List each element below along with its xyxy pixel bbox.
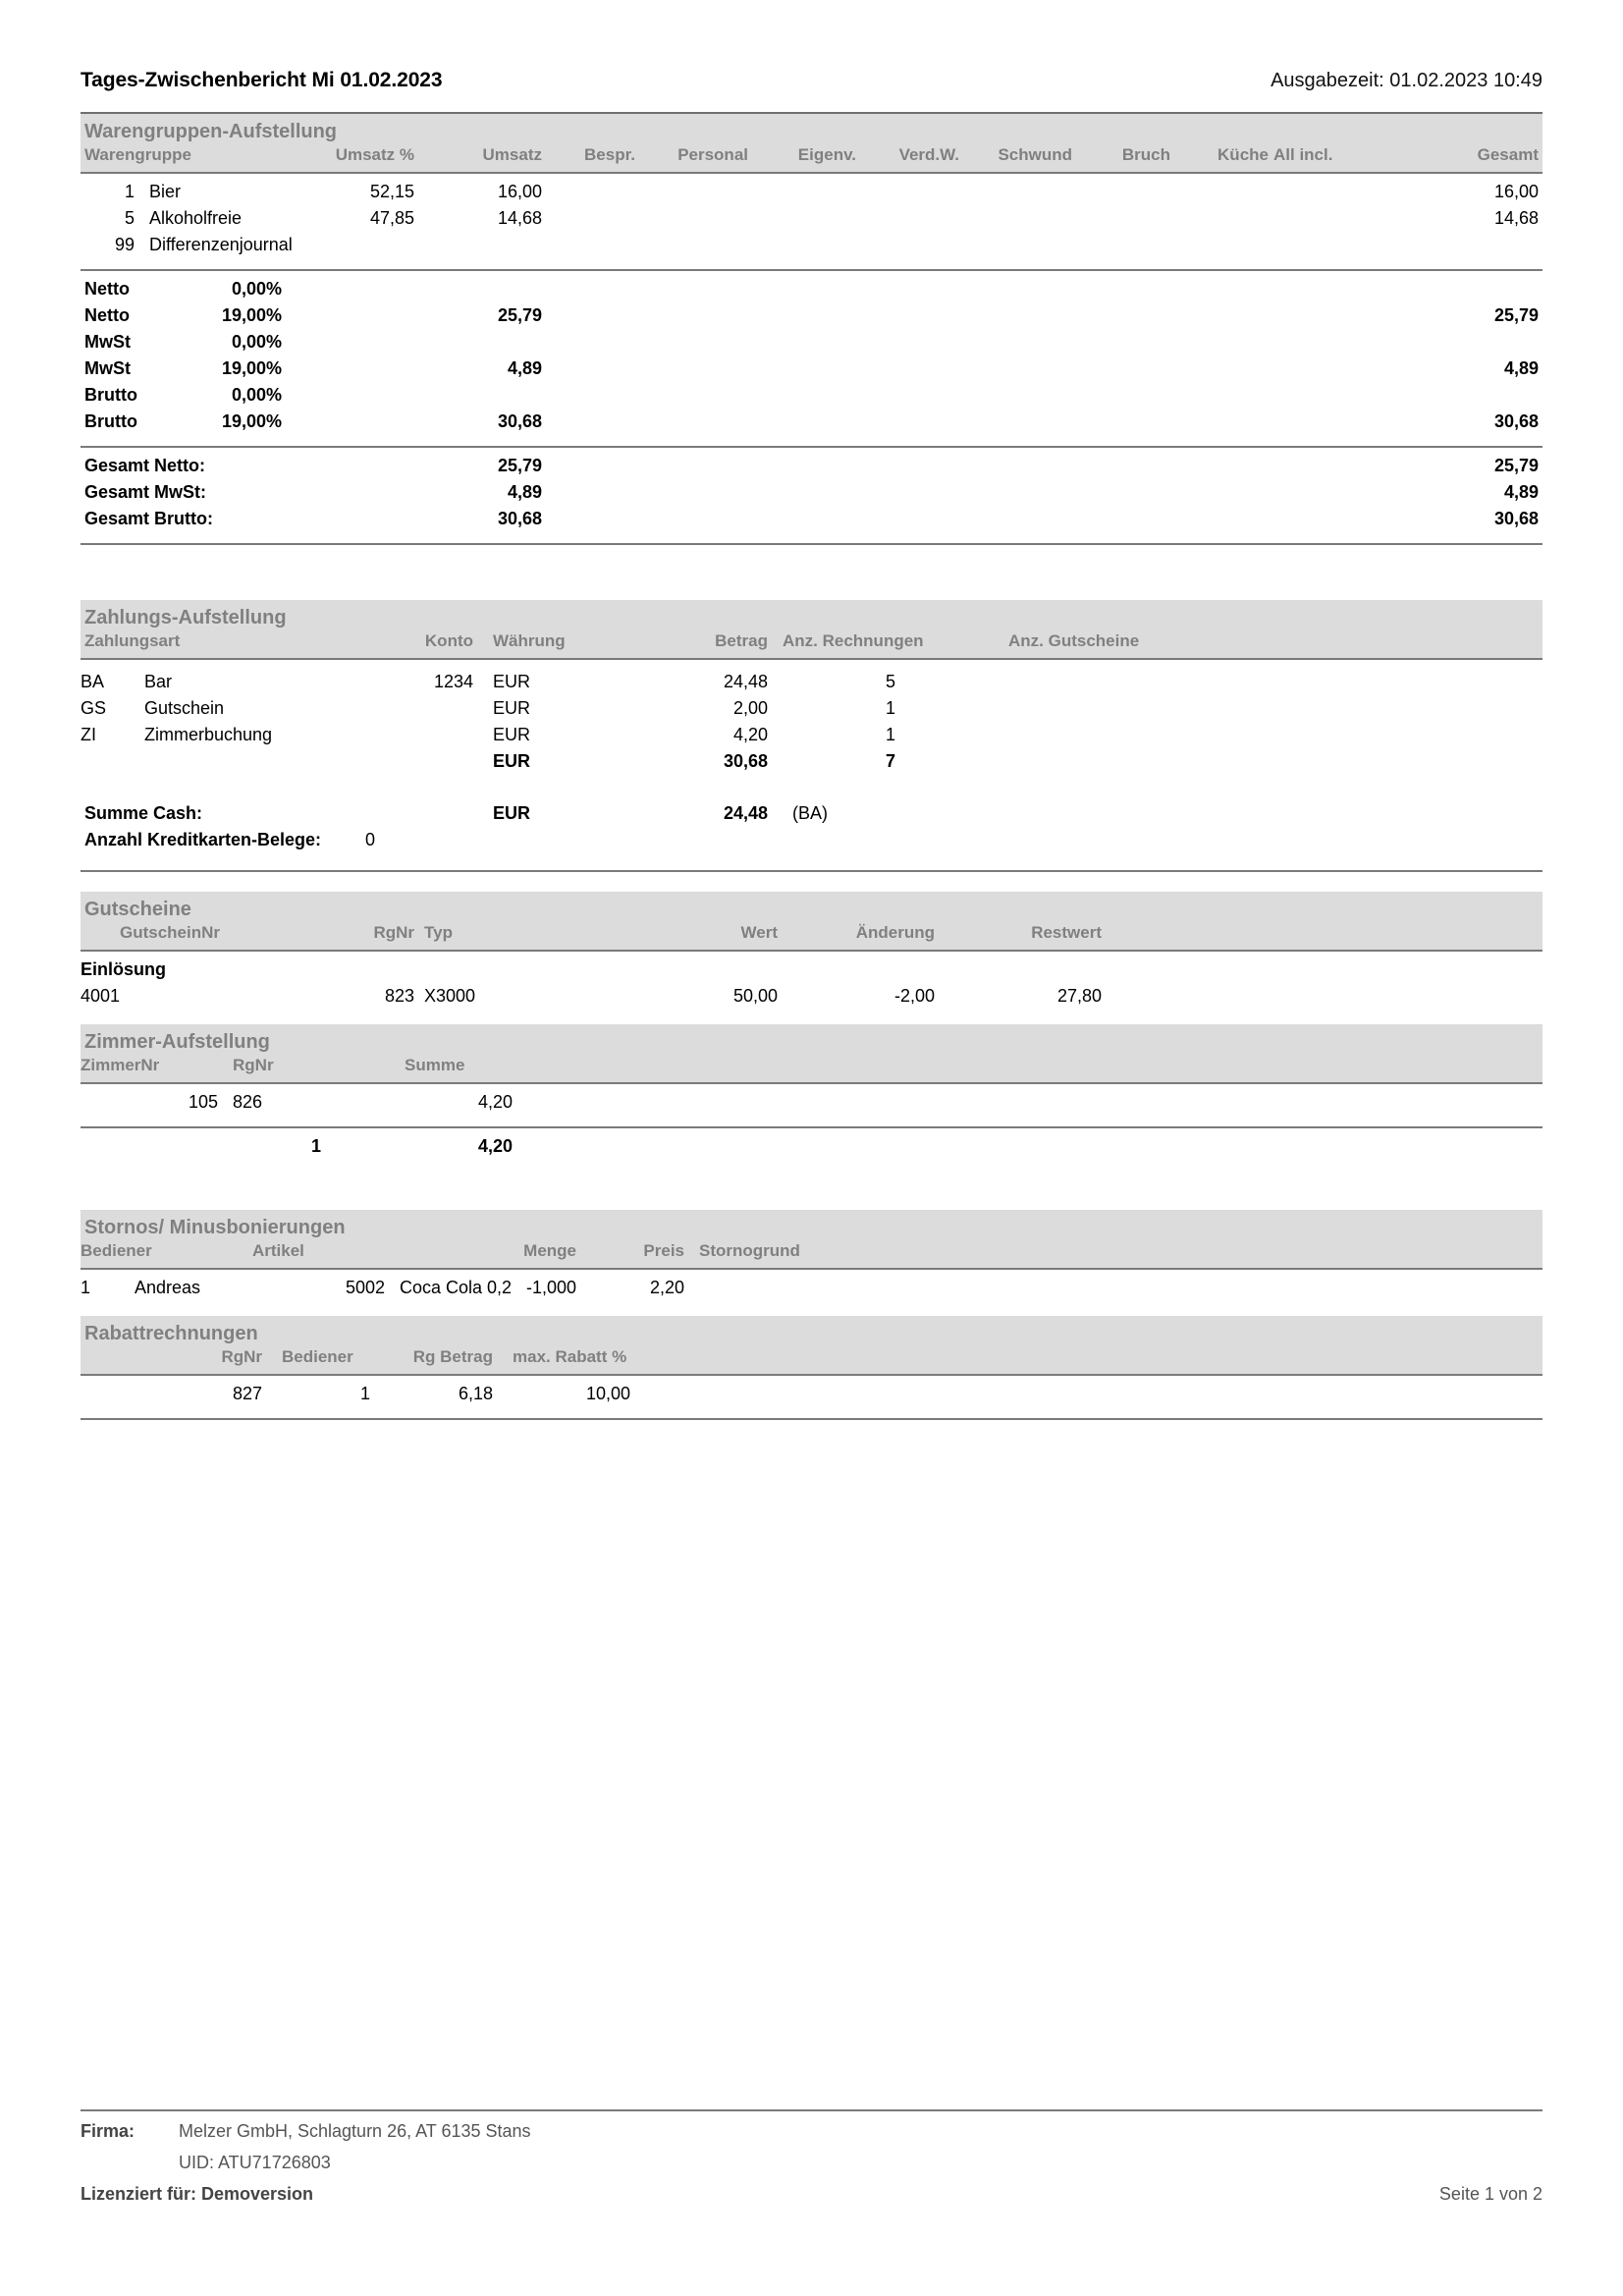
wg-umsatz: 14,68 (497, 208, 542, 228)
rb-rg-betrag: 6,18 (458, 1384, 493, 1403)
wg-gesamt: 14,68 (1493, 208, 1539, 228)
st-bediener-name: Andreas (135, 1278, 201, 1297)
zi-total-summe: 4,20 (477, 1136, 513, 1156)
tax-umsatz: 4,89 (507, 358, 542, 378)
zimmer-column-headers (81, 1055, 1542, 1078)
wg-nr: 1 (124, 182, 135, 201)
zahl-waehrung: EUR (493, 672, 531, 691)
wg-name: Alkoholfreie (149, 208, 243, 228)
summe-cash-label: Summe Cash: (84, 803, 203, 823)
table-row (81, 672, 1542, 698)
col-bespr: Bespr. (584, 145, 635, 164)
output-time: Ausgabezeit: 01.02.2023 10:49 (1271, 70, 1542, 91)
firma-label: Firma: (81, 2121, 135, 2141)
tax-label: MwSt (84, 358, 131, 378)
gutscheine-group-label-row (81, 959, 1542, 986)
col-wert: Wert (740, 923, 778, 942)
footer-divider (81, 2109, 1542, 2111)
zahl-total-anz-rechnungen: 7 (885, 751, 895, 771)
lizenz-label: Lizenziert für: Demoversion (81, 2184, 314, 2204)
col-warengruppe: Warengruppe (84, 145, 191, 164)
zahl-betrag: 24,48 (723, 672, 768, 691)
zahl-name: Bar (144, 672, 173, 691)
table-row (81, 235, 1542, 261)
stornos-section-title: Stornos/ Minusbonierungen (84, 1217, 346, 1238)
warengruppen-totals (81, 448, 1542, 543)
tax-pct: 0,00% (231, 332, 282, 352)
table-row (81, 986, 1542, 1012)
page-title: Tages-Zwischenbericht Mi 01.02.2023 (81, 69, 443, 91)
col-artikel: Artikel (252, 1241, 304, 1260)
tax-pct: 0,00% (231, 279, 282, 299)
zahlungen-section-title: Zahlungs-Aufstellung (84, 607, 287, 629)
col-verdw: Verd.W. (898, 145, 959, 164)
wg-name: Bier (149, 182, 182, 201)
zahl-code: GS (81, 698, 107, 718)
stornos-column-headers (81, 1240, 1542, 1264)
col-menge: Menge (523, 1241, 576, 1260)
zahlungen-column-headers (81, 630, 1542, 654)
gutscheine-group-label: Einlösung (81, 959, 166, 979)
zimmer-rows (81, 1084, 1542, 1126)
tax-umsatz: 25,79 (497, 305, 542, 325)
gs-rgnr: 823 (384, 986, 414, 1006)
col-anz-rechnungen: Anz. Rechnungen (783, 631, 924, 650)
gutscheine-rows (81, 952, 1542, 1024)
col-bediener: Bediener (282, 1347, 353, 1366)
table-row (81, 456, 1542, 482)
zimmer-section-title: Zimmer-Aufstellung (84, 1031, 270, 1053)
zi-zimmernr: 105 (188, 1092, 218, 1112)
table-row (81, 1384, 1542, 1410)
firma-value: Melzer GmbH, Schlagturn 26, AT 6135 Stans (179, 2121, 531, 2141)
table-row-total (81, 1136, 1542, 1163)
total-umsatz: 30,68 (497, 509, 542, 528)
zahl-code: ZI (81, 725, 96, 744)
report-header (81, 0, 1542, 92)
zahl-waehrung: EUR (493, 698, 531, 718)
col-summe: Summe (405, 1056, 465, 1074)
total-umsatz: 4,89 (507, 482, 542, 502)
zahl-name: Zimmerbuchung (144, 725, 273, 744)
tax-pct: 0,00% (231, 385, 282, 405)
total-label: Gesamt MwSt: (84, 482, 207, 502)
tax-label: MwSt (84, 332, 131, 352)
kreditkarten-label: Anzahl Kreditkarten-Belege: (84, 830, 322, 849)
rb-rgnr: 827 (232, 1384, 262, 1403)
wg-umsatz-pct: 52,15 (369, 182, 414, 201)
zimmer-section-band (81, 1024, 1542, 1082)
summe-cash-waehrung: EUR (493, 803, 531, 823)
col-anz-gutscheine: Anz. Gutscheine (1008, 631, 1140, 650)
col-rgnr: RgNr (373, 923, 414, 942)
summe-cash-note: (BA) (792, 803, 828, 823)
page-number: Seite 1 von 2 (1438, 2184, 1542, 2204)
summe-cash-betrag: 24,48 (723, 803, 768, 823)
warengruppen-section-band (81, 114, 1542, 172)
tax-label: Brutto (84, 411, 137, 431)
st-menge: -1,000 (525, 1278, 576, 1297)
table-row (81, 208, 1542, 235)
col-rgnr: RgNr (233, 1056, 274, 1074)
col-umsatz-pct: Umsatz % (335, 145, 414, 164)
col-zahlungsart: Zahlungsart (84, 631, 181, 650)
zi-total-rgnr: 1 (310, 1136, 321, 1156)
rabatt-section-band (81, 1316, 1542, 1374)
table-row (81, 1092, 1542, 1119)
total-gesamt: 30,68 (1493, 509, 1539, 528)
stornos-section-band (81, 1210, 1542, 1268)
total-gesamt: 25,79 (1493, 456, 1539, 475)
wg-name: Differenzenjournal (149, 235, 293, 254)
col-gutscheinnr: GutscheinNr (120, 923, 221, 942)
tax-label: Netto (84, 279, 130, 299)
gutscheine-column-headers (81, 922, 1542, 946)
tax-label: Brutto (84, 385, 137, 405)
table-row (81, 358, 1542, 385)
col-stornogrund: Stornogrund (699, 1241, 800, 1260)
total-label: Gesamt Brutto: (84, 509, 214, 528)
col-typ: Typ (424, 923, 453, 942)
gs-restwert: 27,80 (1056, 986, 1102, 1006)
zahl-anz-rechnungen: 5 (885, 672, 895, 691)
tax-pct: 19,00% (221, 305, 282, 325)
col-restwert: Restwert (1031, 923, 1102, 942)
table-row (81, 482, 1542, 509)
table-row (81, 182, 1542, 208)
zahl-total-betrag: 30,68 (723, 751, 768, 771)
col-konto: Konto (424, 631, 473, 650)
rabatt-bottom-rule (81, 1418, 1542, 1420)
warengruppen-rows (81, 174, 1542, 269)
tax-gesamt: 25,79 (1493, 305, 1539, 325)
zahl-anz-rechnungen: 1 (885, 698, 895, 718)
warengruppen-tax-rows (81, 271, 1542, 446)
zahl-waehrung: EUR (493, 725, 531, 744)
wg-nr: 5 (124, 208, 135, 228)
uid-value: UID: ATU71726803 (179, 2153, 331, 2172)
zahl-betrag: 2,00 (732, 698, 768, 718)
tax-label: Netto (84, 305, 130, 325)
summe-cash-row (81, 803, 1542, 830)
gs-typ: X3000 (424, 986, 476, 1006)
table-row-total (81, 751, 1542, 778)
tax-gesamt: 4,89 (1503, 358, 1539, 378)
col-bediener: Bediener (81, 1241, 152, 1260)
col-bruch: Bruch (1121, 145, 1170, 164)
tax-umsatz: 30,68 (497, 411, 542, 431)
col-umsatz: Umsatz (482, 145, 542, 164)
tax-gesamt: 30,68 (1493, 411, 1539, 431)
zahl-konto: 1234 (433, 672, 473, 691)
table-row (81, 509, 1542, 535)
col-gesamt: Gesamt (1477, 145, 1539, 164)
col-waehrung: Währung (493, 631, 566, 650)
table-row (81, 1278, 1542, 1304)
warengruppen-column-headers (81, 144, 1542, 168)
col-betrag: Betrag (715, 631, 768, 650)
zimmer-total (81, 1128, 1542, 1163)
gutscheine-section-band (81, 892, 1542, 950)
wg-nr: 99 (114, 235, 135, 254)
col-schwund: Schwund (998, 145, 1072, 164)
wg-umsatz: 16,00 (497, 182, 542, 201)
total-label: Gesamt Netto: (84, 456, 206, 475)
kreditkarten-row (81, 830, 1542, 856)
zi-rgnr: 826 (233, 1092, 263, 1112)
rabatt-section-title: Rabattrechnungen (84, 1323, 258, 1344)
gs-wert: 50,00 (732, 986, 778, 1006)
rb-bediener: 1 (359, 1384, 370, 1403)
cash-summary (81, 803, 1542, 870)
gs-aenderung: -2,00 (893, 986, 935, 1006)
col-rg-betrag: Rg Betrag (412, 1347, 493, 1366)
tax-pct: 19,00% (221, 358, 282, 378)
zahl-anz-rechnungen: 1 (885, 725, 895, 744)
st-artikel-name: Coca Cola 0,2 (400, 1278, 513, 1297)
st-bediener-nr: 1 (81, 1278, 91, 1297)
tax-pct: 19,00% (221, 411, 282, 431)
zahl-name: Gutschein (144, 698, 225, 718)
st-preis: 2,20 (649, 1278, 684, 1297)
zahlungen-rows (81, 660, 1542, 778)
wg-umsatz-pct: 47,85 (369, 208, 414, 228)
table-row (81, 725, 1542, 751)
stornos-rows (81, 1270, 1542, 1316)
table-row (81, 332, 1542, 358)
kreditkarten-value: 0 (365, 830, 376, 849)
zahlungen-section-band (81, 600, 1542, 658)
report-footer (81, 2109, 1542, 2215)
wg-gesamt: 16,00 (1493, 182, 1539, 201)
st-artikel-nr: 5002 (345, 1278, 385, 1297)
rabatt-column-headers (81, 1346, 1542, 1370)
rb-max-rabatt: 10,00 (585, 1384, 630, 1403)
col-max-rabatt: max. Rabatt % (513, 1347, 627, 1366)
table-row (81, 385, 1542, 411)
col-zimmernr: ZimmerNr (81, 1056, 160, 1074)
gs-nr: 4001 (81, 986, 121, 1006)
col-aenderung: Änderung (855, 923, 935, 942)
zahl-code: BA (81, 672, 105, 691)
col-preis: Preis (643, 1241, 684, 1260)
zi-summe: 4,20 (477, 1092, 513, 1112)
col-personal: Personal (677, 145, 748, 164)
zahl-total-waehrung: EUR (493, 751, 531, 771)
col-all-incl: All incl. (1273, 145, 1333, 164)
rabatt-rows (81, 1376, 1542, 1418)
table-row (81, 305, 1542, 332)
zahl-betrag: 4,20 (732, 725, 768, 744)
table-row (81, 279, 1542, 305)
warengruppen-section-title: Warengruppen-Aufstellung (84, 121, 338, 142)
col-eigenv: Eigenv. (797, 145, 856, 164)
col-kueche: Küche (1217, 145, 1269, 164)
gutscheine-section-title: Gutscheine (84, 899, 191, 920)
table-row (81, 698, 1542, 725)
total-umsatz: 25,79 (497, 456, 542, 475)
total-gesamt: 4,89 (1503, 482, 1539, 502)
col-rgnr: RgNr (221, 1347, 262, 1366)
table-row (81, 411, 1542, 438)
